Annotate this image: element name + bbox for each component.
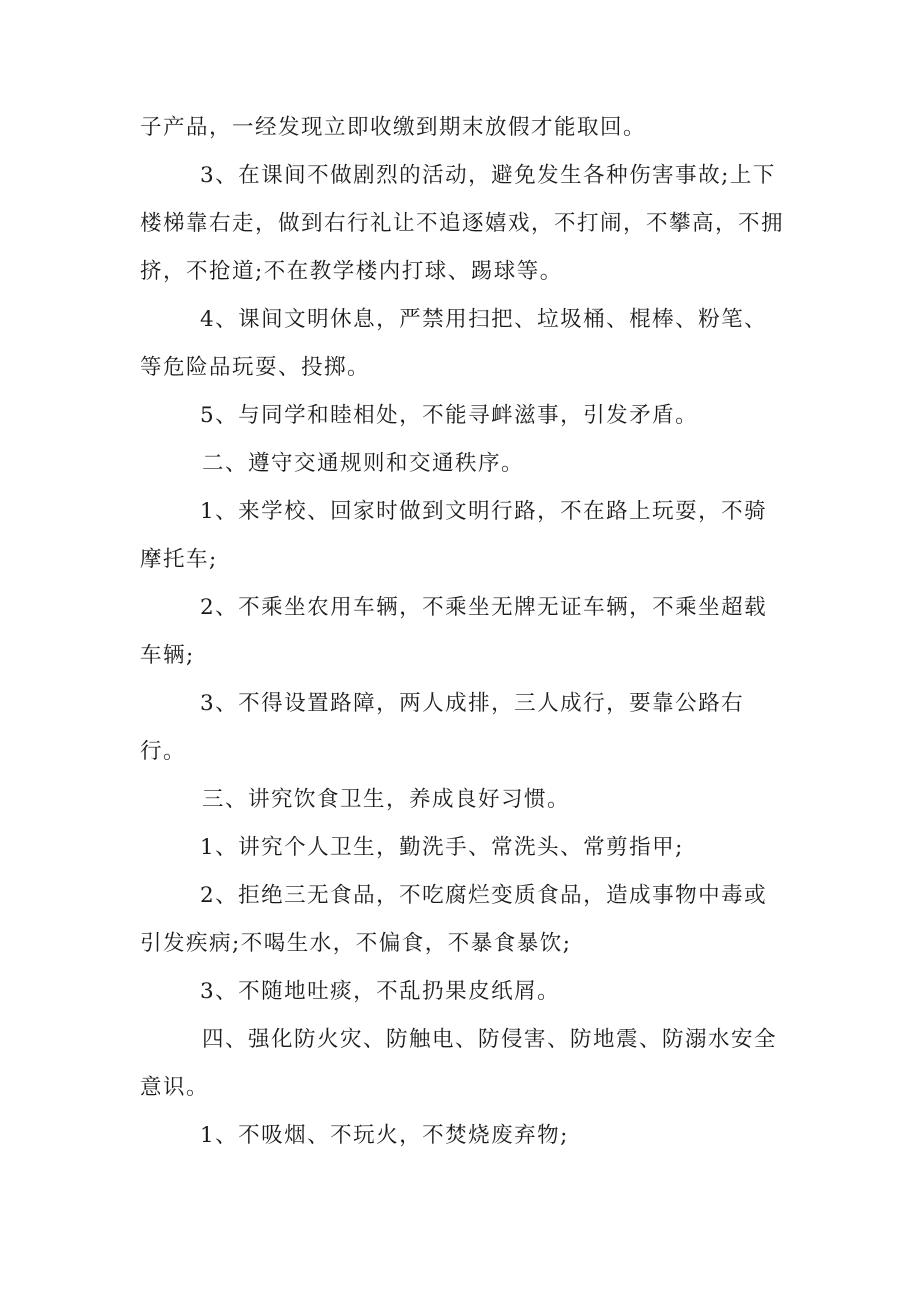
document-body (140, 104, 790, 1160)
paragraph-traffic-item-2: 2、不乘坐农用车辆，不乘坐无牌无证车辆，不乘坐超载车辆; (140, 595, 768, 668)
paragraph-hygiene-item-2: 2、拒绝三无食品，不吃腐烂变质食品，造成事物中毒或引发疾病;不喝生水，不偏食，不暴食暴饮; (140, 883, 768, 956)
paragraph-traffic-item-1: 1、来学校、回家时做到文明行路，不在路上玩耍，不骑摩托车; (140, 499, 768, 572)
paragraph-hygiene-item-3: 3、不随地吐痰，不乱扔果皮纸屑。 (200, 979, 561, 1004)
paragraph-hygiene-item-1: 1、讲究个人卫生，勤洗手、常洗头、常剪指甲; (200, 835, 684, 860)
section-heading-safety: 四、强化防火灾、防触电、防侵害、防地震、防溺水安全意识。 (140, 1027, 778, 1100)
paragraph-item-3-activities: 3、在课间不做剧烈的活动，避免发生各种伤害事故;上下楼梯靠右走，做到右行礼让不追逐嬉戏，不打闹，不攀高，不拥挤，不抢道;不在教学楼内打球、踢球等。 (140, 163, 785, 284)
paragraph-item-5-classmates: 5、与同学和睦相处，不能寻衅滋事，引发矛盾。 (200, 403, 699, 428)
paragraph-item-4-rest: 4、课间文明休息，严禁用扫把、垃圾桶、棍棒、粉笔、等危险品玩耍、投掷。 (140, 307, 768, 380)
section-heading-hygiene: 三、讲究饮食卫生，养成良好习惯。 (202, 787, 571, 812)
paragraph-traffic-item-3: 3、不得设置路障，两人成排，三人成行，要靠公路右行。 (140, 691, 745, 764)
paragraph-continuation: 子产品，一经发现立即收缴到期末放假才能取回。 (140, 115, 647, 140)
paragraph-safety-item-1: 1、不吸烟、不玩火，不焚烧废弃物; (200, 1123, 569, 1148)
section-heading-traffic: 二、遵守交通规则和交通秩序。 (202, 451, 525, 476)
